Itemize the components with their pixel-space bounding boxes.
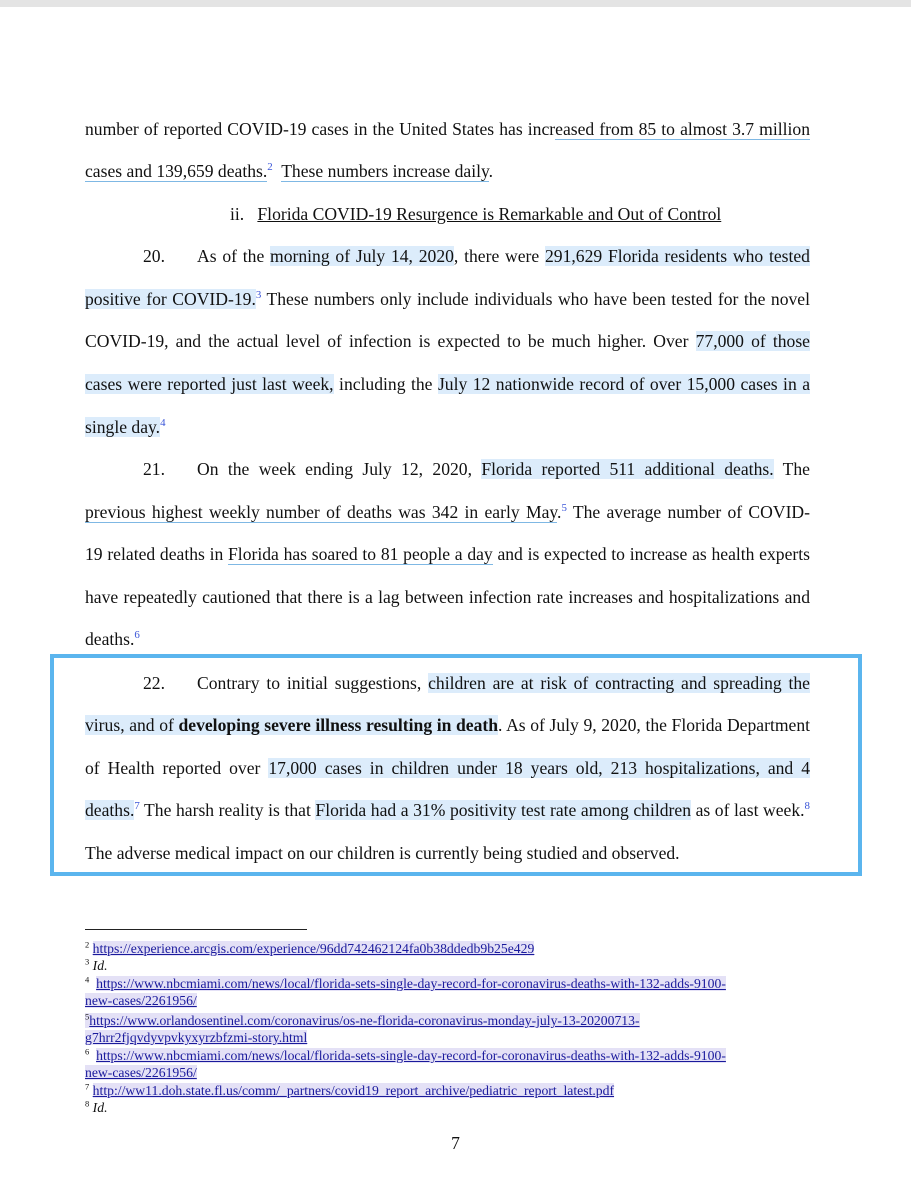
footnote-ref-2[interactable]: 2	[267, 161, 273, 174]
section-heading: ii. Florida COVID-19 Resurgence is Remarkable and Out of Control	[230, 204, 722, 224]
para21-line-4: have repeatedly cautioned that there is a lag between infection rate increases and hospitalizations and	[85, 587, 810, 607]
footnote-4: $^4$ https://www.nbcmiami.com/news/local/florida-sets-single-day-record-for-coronavirus-deaths-with-132-adds-9100-	[85, 974, 726, 991]
footnote-separator	[85, 929, 307, 930]
para20-line-2: positive for COVID-19.$^3$ These numbers only include individuals who have been tested for the novel	[85, 289, 810, 309]
para22-line-4: deaths.$^7$ The harsh reality is that Florida had a 31% positivity test rate among children as of last week.$^8$	[85, 800, 810, 820]
footnote-ref-8[interactable]: 8	[804, 800, 810, 813]
para19-line-2: cases and 139,659 deaths.$^2$ These numbers increase daily.	[85, 161, 494, 181]
paragraph-number: 22.	[143, 673, 165, 693]
highlight-underline: eased from 85 to almost 3.7 million	[555, 119, 810, 139]
footnote-link[interactable]: http://ww11.doh.state.fl.us/comm/_partners/covid19_report_archive/pediatric_report_latest.pdf	[92, 1083, 615, 1098]
para22-line-1: 22. Contrary to initial suggestions, children are at risk of contracting and spreading the	[143, 673, 810, 693]
footnote-ref-7[interactable]: 7	[134, 800, 140, 813]
footnote-link[interactable]: https://www.nbcmiami.com/news/local/florida-sets-single-day-record-for-coronavirus-deaths-with-132-adds-9100-	[96, 976, 726, 991]
paragraph-number: 21.	[143, 459, 165, 479]
footnote-link[interactable]: https://www.nbcmiami.com/news/local/florida-sets-single-day-record-for-coronavirus-deaths-with-132-adds-9100-	[96, 1048, 726, 1063]
footnote-6: $^6$ https://www.nbcmiami.com/news/local/florida-sets-single-day-record-for-coronavirus-deaths-with-132-adds-9100-	[85, 1046, 726, 1063]
footnote-6-cont	[85, 1064, 810, 1081]
footnote-link[interactable]: new-cases/2261956/	[85, 1065, 197, 1080]
footnote-link[interactable]: https://www.orlandosentinel.com/coronavirus/os-ne-florida-coronavirus-monday-july-13-20200713-	[89, 1013, 640, 1028]
para20-line-1: 20. As of the morning of July 14, 2020, there were 291,629 Florida residents who tested	[143, 246, 810, 266]
footnote-4-cont	[85, 992, 810, 1009]
para22-line-3: of Health reported over 17,000 cases in children under 18 years old, 213 hospitalizations, and 4	[85, 758, 810, 778]
para19-line-1: number of reported COVID-19 cases in the United States has increased from 85 to almost 3.7 million	[85, 119, 810, 139]
paragraph-number: 20.	[143, 246, 165, 266]
footnote-ref-5[interactable]: 5	[561, 502, 567, 515]
page-number: 7	[451, 1133, 460, 1153]
footnote-7: $^7$ http://ww11.doh.state.fl.us/comm/_partners/covid19_report_archive/pediatric_report_latest.pdf	[85, 1081, 615, 1098]
footnote-2: $^2$ https://experience.arcgis.com/experience/96dd742462124fa0b38ddedb9b25e429	[85, 939, 535, 956]
footnote-ref-4[interactable]: 4	[160, 417, 166, 430]
para22-line-2: virus, and of developing severe illness resulting in death. As of July 9, 2020, the Florida Department	[85, 715, 811, 735]
para20-line-4: cases were reported just last week, including the July 12 nationwide record of over 15,000 cases in a	[85, 374, 811, 394]
para21-line-1: 21. On the week ending July 12, 2020, Florida reported 511 additional deaths. The	[143, 459, 810, 479]
footnote-3: $^3$ Id.	[85, 956, 108, 973]
para20-line-5: single day.$^4$	[85, 417, 166, 437]
para21-line-2: previous highest weekly number of deaths was 342 in early May.$^5$ The average number of COVID-	[85, 502, 810, 522]
para21-line-3: 19 related deaths in Florida has soared to 81 people a day and is expected to increase as health experts	[85, 544, 810, 564]
viewer-top-bar	[0, 0, 911, 7]
footnote-ref-6[interactable]: 6	[134, 629, 140, 642]
footnote-link[interactable]: new-cases/2261956/	[85, 993, 197, 1008]
footnote-link[interactable]: g7hrr2fjqvdyvpvkyxyrzbfzmi-story.html	[85, 1030, 308, 1045]
para21-line-5: deaths.$^6$	[85, 629, 140, 649]
footnote-5-cont	[85, 1029, 810, 1046]
para22-line-5: The adverse medical impact on our children is currently being studied and observed.	[85, 843, 680, 863]
footnote-link[interactable]: https://experience.arcgis.com/experience/96dd742462124fa0b38ddedb9b25e429	[92, 941, 535, 956]
footnote-5: $^5$https://www.orlandosentinel.com/coronavirus/os-ne-florida-coronavirus-monday-july-13-20200713-	[85, 1011, 640, 1028]
para20-line-3: COVID-19, and the actual level of infection is expected to be much higher. Over 77,000 of those	[85, 331, 810, 351]
footnote-ref-3[interactable]: 3	[255, 289, 262, 302]
footnote-8: $^8$ Id.	[85, 1098, 108, 1115]
